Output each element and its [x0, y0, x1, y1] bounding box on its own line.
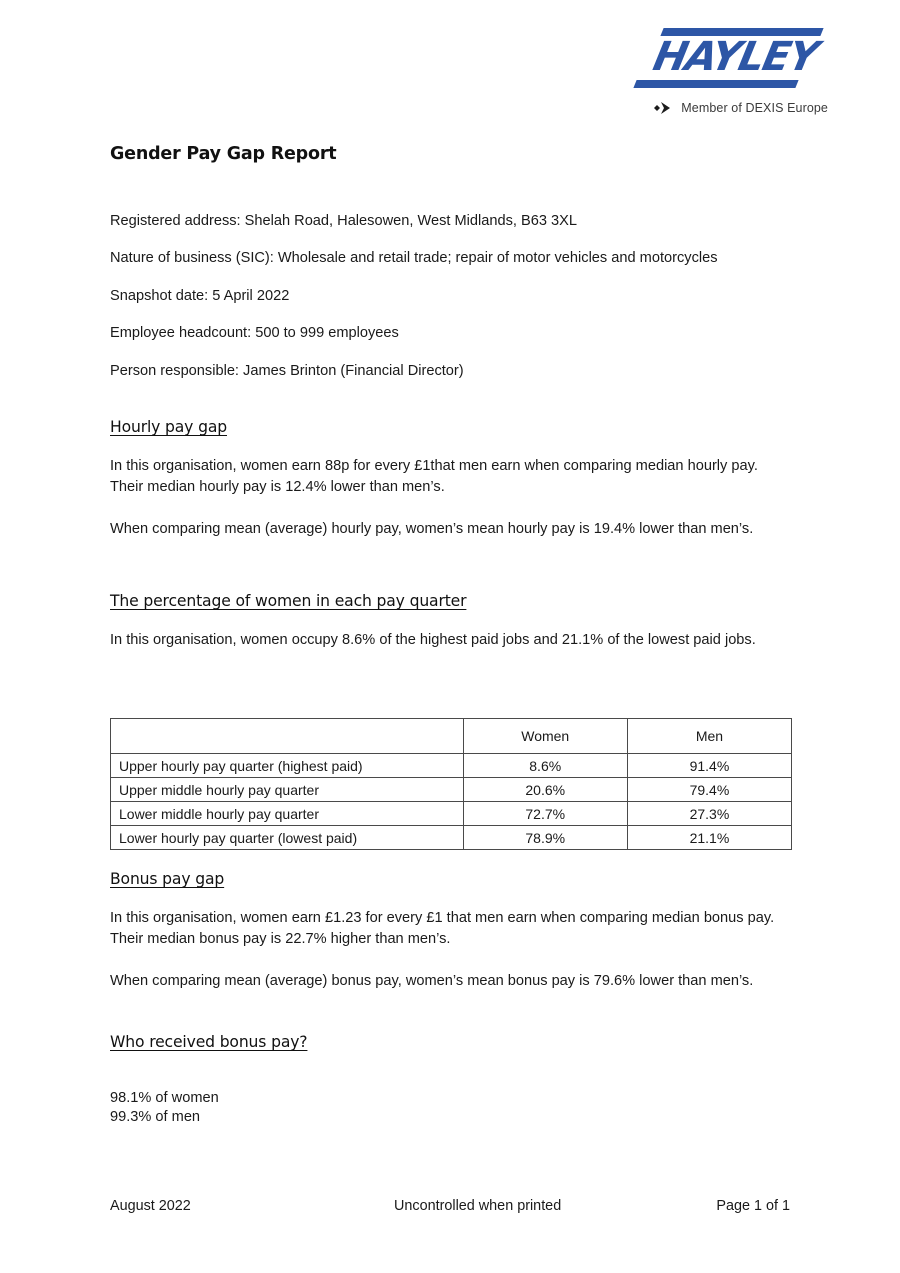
pay-quarters-paragraph-1: In this organisation, women occupy 8.6% of the highest paid jobs and 21.1% of the lowest paid jobs.: [110, 632, 756, 648]
table-header-row: [111, 719, 792, 754]
bonus-recipients-men: 99.3% of men: [110, 1109, 201, 1126]
table-cell-quarter-label: Lower middle hourly pay quarter: [111, 802, 464, 826]
table-row: [111, 754, 792, 778]
table-cell-men: 91.4%: [627, 754, 791, 778]
company-details-list: [110, 212, 792, 399]
page-title: Gender Pay Gap Report: [110, 144, 337, 164]
table-cell-quarter-label: Lower hourly pay quarter (lowest paid): [111, 826, 464, 850]
table-cell-women: 72.7%: [463, 802, 627, 826]
footer-date: August 2022: [110, 1198, 191, 1214]
dexis-tagline: [610, 100, 830, 116]
table-header-women: Women: [463, 719, 627, 754]
table-cell-quarter-label: Upper hourly pay quarter (highest paid): [111, 754, 464, 778]
hourly-pay-gap-paragraph-2: When comparing mean (average) hourly pay, women’s mean hourly pay is 19.4% lower than men’s.: [110, 521, 754, 538]
bonus-recipients-women: 98.1% of women: [110, 1090, 219, 1106]
table-cell-quarter-label: Upper middle hourly pay quarter: [111, 778, 464, 802]
diamond-arrow-icon: [651, 100, 673, 116]
section-pay-quarters: [110, 592, 792, 651]
table-header-men: Men: [627, 719, 791, 754]
meta-snapshot-date: Snapshot date: 5 April 2022: [110, 287, 290, 304]
table-cell-men: 21.1%: [627, 826, 791, 850]
logo-wordmark: [630, 32, 830, 80]
table-row: [111, 778, 792, 802]
section-bonus-recipients: [110, 1033, 792, 1128]
page-footer: [110, 1198, 790, 1214]
meta-person-responsible: Person responsible: James Brinton (Financial Director): [110, 362, 464, 379]
hayley-logo: [630, 18, 830, 98]
table-cell-women: 78.9%: [463, 826, 627, 850]
table-row: [111, 802, 792, 826]
table-cell-men: 79.4%: [627, 778, 791, 802]
pay-quarter-table: [110, 718, 792, 850]
footer-page-number: Page 1 of 1: [716, 1198, 790, 1214]
section-hourly-pay-gap: [110, 418, 792, 540]
hourly-pay-gap-paragraph-1: In this organisation, women earn 88p for every £1that men earn when comparing median hourly pay. Their median hourly pay is 12.4% lower than men’s.: [110, 458, 758, 495]
heading-bonus-recipients: Who received bonus pay?: [110, 1033, 308, 1051]
table-cell-men: 27.3%: [627, 802, 791, 826]
svg-text:HAYLEY: HAYLEY: [644, 32, 827, 80]
heading-pay-quarters: The percentage of women in each pay quarter: [110, 592, 467, 610]
section-bonus-pay-gap: [110, 870, 792, 992]
table-cell-women: 8.6%: [463, 754, 627, 778]
heading-bonus-pay-gap: Bonus pay gap: [110, 870, 225, 888]
tagline-text: Member of DEXIS Europe: [681, 101, 828, 115]
meta-employee-headcount: Employee headcount: 500 to 999 employees: [110, 325, 399, 342]
meta-nature-of-business: Nature of business (SIC): Wholesale and retail trade; repair of motor vehicles and motorcycles: [110, 250, 718, 267]
company-logo-block: [610, 18, 830, 116]
heading-hourly-pay-gap: Hourly pay gap: [110, 418, 227, 436]
bonus-pay-gap-paragraph-2: When comparing mean (average) bonus pay, women’s mean bonus pay is 79.6% lower than men’s.: [110, 973, 754, 990]
footer-notice: Uncontrolled when printed: [394, 1198, 562, 1214]
meta-registered-address: Registered address: Shelah Road, Halesowen, West Midlands, B63 3XL: [110, 213, 577, 229]
bonus-pay-gap-paragraph-1: In this organisation, women earn £1.23 for every £1 that men earn when comparing median bonus pay. Their median bonus pay is 22.7% higher than men’s.: [110, 910, 775, 947]
table-cell-women: 20.6%: [463, 778, 627, 802]
logo-bottom-bar: [633, 80, 798, 88]
table-row: [111, 826, 792, 850]
table-header-blank: [111, 719, 464, 754]
